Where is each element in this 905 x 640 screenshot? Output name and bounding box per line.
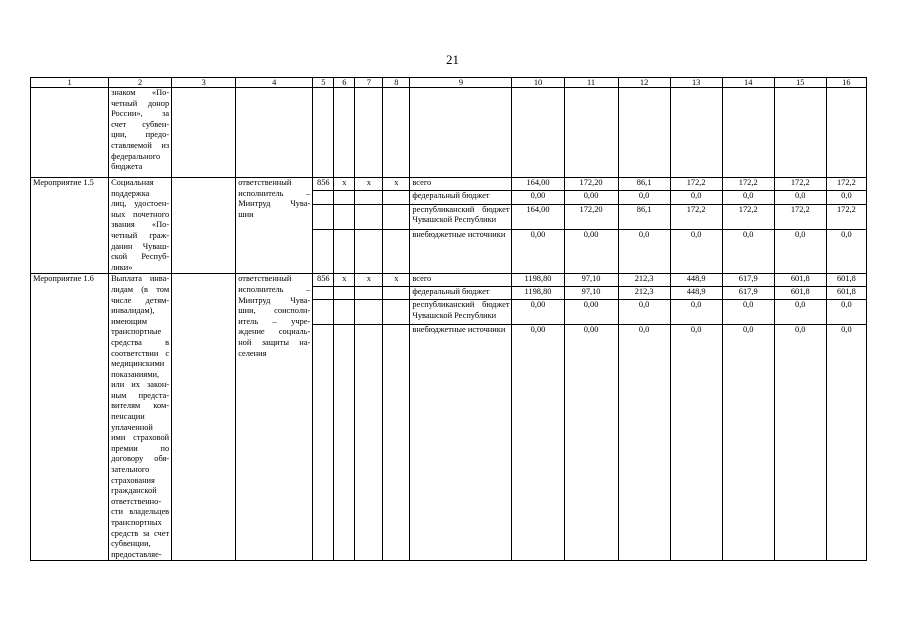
m16-fed-16: 601,8 xyxy=(826,287,866,300)
m15-fed-12: 0,0 xyxy=(618,191,670,204)
m16-total-12: 212,3 xyxy=(618,274,670,287)
m15-name: Мероприятие 1.5 xyxy=(31,178,109,274)
m15-total-15: 172,2 xyxy=(774,178,826,191)
m16-total-11: 97,10 xyxy=(564,274,618,287)
program-table xyxy=(30,77,867,561)
continuation-row xyxy=(31,88,867,178)
header-col-3: 3 xyxy=(172,78,236,88)
header-col-15: 15 xyxy=(774,78,826,88)
m16-fed-10: 1198,80 xyxy=(512,287,564,300)
m16-name: Мероприятие 1.6 xyxy=(31,274,109,561)
m16-description: Выплата инва- лидам (в том числе детям- инвалидам), имеющим транспортные средства в соответствии с медицинскими показаниями, или их закон- ным предста- вителям ком- пенсации уплаченной ими страховой премии по договору обя- зательного страхования гражданской ответственно- сти владельцев транспортных средств за счет субвенции, предоставляе- xyxy=(109,274,172,561)
m15-fed-10: 0,00 xyxy=(512,191,564,204)
continuation-description: знаком «По- четный донор России», за счет субвен- ции, предо- ставляемой из федерального бюджета xyxy=(109,88,172,178)
m15-total-10: 164,00 xyxy=(512,178,564,191)
m16-total-14: 617,9 xyxy=(722,274,774,287)
m16-rep-15: 0,0 xyxy=(774,300,826,325)
header-col-7: 7 xyxy=(355,78,383,88)
m15-total-11: 172,20 xyxy=(564,178,618,191)
m15-ext-10: 0,00 xyxy=(512,230,564,274)
m15-total-14: 172,2 xyxy=(722,178,774,191)
m16-vr: x xyxy=(383,274,410,287)
header-col-1: 1 xyxy=(31,78,109,88)
m15-description: Социальная поддержка лиц, удостоен- ных почетного звания «По- четный граж- данин Чуваш- ской Респуб- лики» xyxy=(109,178,172,274)
m15-fed-15: 0,0 xyxy=(774,191,826,204)
m15-fed-13: 0,0 xyxy=(670,191,722,204)
m16-executor: ответственный исполнитель – Минтруд Чува- шии, соисполн- итель – учре- ждение социаль- ной защиты на- селения xyxy=(236,274,313,561)
m15-csr: x xyxy=(355,178,383,191)
m15-fed-14: 0,0 xyxy=(722,191,774,204)
m16-fed-13: 448,9 xyxy=(670,287,722,300)
m15-grbs: 856 xyxy=(313,178,334,191)
m15-total-12: 86,1 xyxy=(618,178,670,191)
header-row xyxy=(31,78,867,88)
m16-rep-11: 0,00 xyxy=(564,300,618,325)
m16-csr: x xyxy=(355,274,383,287)
m15-total-16: 172,2 xyxy=(826,178,866,191)
m16-ext-15: 0,0 xyxy=(774,325,826,561)
m15-rep-14: 172,2 xyxy=(722,204,774,230)
header-col-4: 4 xyxy=(236,78,313,88)
m15-ext-15: 0,0 xyxy=(774,230,826,274)
m15-vr: x xyxy=(383,178,410,191)
header-col-12: 12 xyxy=(618,78,670,88)
m16-total-16: 601,8 xyxy=(826,274,866,287)
header-col-10: 10 xyxy=(512,78,564,88)
m16-source-federal: федеральный бюджет xyxy=(410,287,512,300)
m16-source-extrabudget: внебюджетные источники xyxy=(410,325,512,561)
m16-ext-10: 0,00 xyxy=(512,325,564,561)
m15-fed-16: 0,0 xyxy=(826,191,866,204)
m16-ext-12: 0,0 xyxy=(618,325,670,561)
m16-rep-13: 0,0 xyxy=(670,300,722,325)
m15-rep-16: 172,2 xyxy=(826,204,866,230)
m15-ext-12: 0,0 xyxy=(618,230,670,274)
m15-executor: ответственный исполнитель – Минтруд Чува- шии xyxy=(236,178,313,274)
m16-total-10: 1198,80 xyxy=(512,274,564,287)
m16-ext-11: 0,00 xyxy=(564,325,618,561)
m16-ext-16: 0,0 xyxy=(826,325,866,561)
header-col-14: 14 xyxy=(722,78,774,88)
m16-grbs: 856 xyxy=(313,274,334,287)
m15-ext-16: 0,0 xyxy=(826,230,866,274)
m16-rzpr: x xyxy=(334,274,355,287)
m15-source-federal: федеральный бюджет xyxy=(410,191,512,204)
m16-rep-12: 0,0 xyxy=(618,300,670,325)
header-col-9: 9 xyxy=(410,78,512,88)
m15-ext-11: 0,00 xyxy=(564,230,618,274)
m15-fed-11: 0,00 xyxy=(564,191,618,204)
m15-rep-15: 172,2 xyxy=(774,204,826,230)
m15-rep-11: 172,20 xyxy=(564,204,618,230)
m15-source-extrabudget: внебюджетные источники xyxy=(410,230,512,274)
m16-fed-14: 617,9 xyxy=(722,287,774,300)
m15-rzpr: x xyxy=(334,178,355,191)
m15-ext-13: 0,0 xyxy=(670,230,722,274)
m16-ext-13: 0,0 xyxy=(670,325,722,561)
m16-rep-16: 0,0 xyxy=(826,300,866,325)
header-col-11: 11 xyxy=(564,78,618,88)
header-col-16: 16 xyxy=(826,78,866,88)
m16-total-15: 601,8 xyxy=(774,274,826,287)
m15-ext-14: 0,0 xyxy=(722,230,774,274)
header-col-8: 8 xyxy=(383,78,410,88)
m16-ext-14: 0,0 xyxy=(722,325,774,561)
m16-row-total xyxy=(31,274,867,287)
m15-source-republic: республиканский бюджет Чувашской Республики xyxy=(410,204,512,230)
m16-rep-10: 0,00 xyxy=(512,300,564,325)
m15-total-13: 172,2 xyxy=(670,178,722,191)
m15-rep-12: 86,1 xyxy=(618,204,670,230)
m16-source-total: всего xyxy=(410,274,512,287)
m16-source-republic: республиканский бюджет Чувашской Республики xyxy=(410,300,512,325)
header-col-6: 6 xyxy=(334,78,355,88)
page-number: 21 xyxy=(446,52,459,67)
header-col-2: 2 xyxy=(109,78,172,88)
m15-source-total: всего xyxy=(410,178,512,191)
m16-fed-15: 601,8 xyxy=(774,287,826,300)
header-col-13: 13 xyxy=(670,78,722,88)
m16-fed-11: 97,10 xyxy=(564,287,618,300)
m16-total-13: 448,9 xyxy=(670,274,722,287)
m16-fed-12: 212,3 xyxy=(618,287,670,300)
m16-rep-14: 0,0 xyxy=(722,300,774,325)
m15-rep-10: 164,00 xyxy=(512,204,564,230)
m15-rep-13: 172,2 xyxy=(670,204,722,230)
header-col-5: 5 xyxy=(313,78,334,88)
m15-row-total xyxy=(31,178,867,191)
